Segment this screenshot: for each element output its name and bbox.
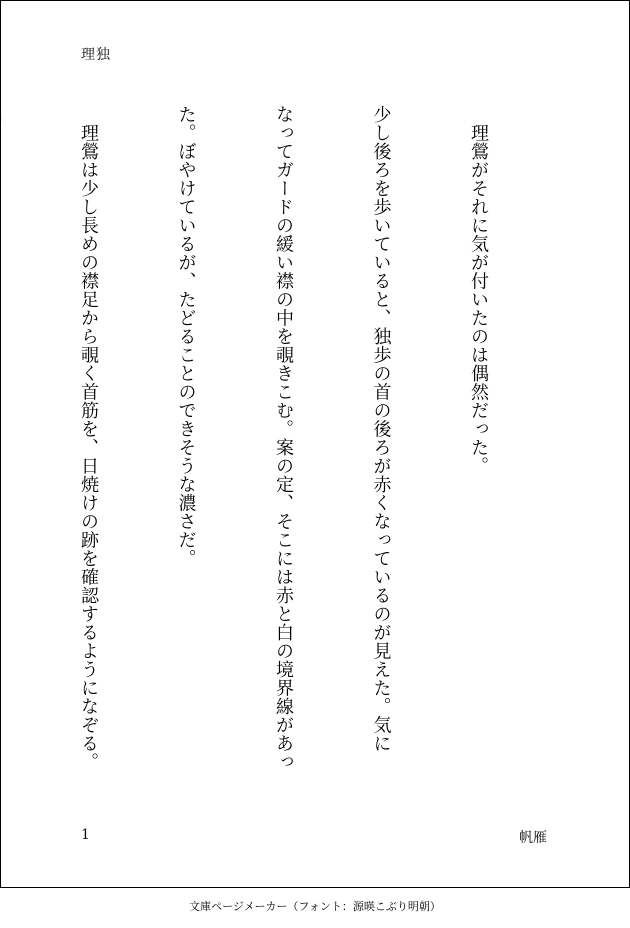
generator-caption: 文庫ページメーカー（フォント：源暎こぶり明朝） — [189, 900, 441, 913]
text-line: なってガードの緩い襟の中を覗きこむ。案の定、そこには赤と白の境界線があっ — [273, 105, 294, 771]
text-line: 少し後ろを歩いていると、独歩の首の後ろが赤くなっているのが見えた。気に — [370, 105, 392, 753]
page-number: 1 — [81, 827, 90, 843]
author-name: 帆雁 — [519, 830, 547, 846]
text-line — [0, 105, 7, 795]
text-line: 理鶯がそれに気が付いたのは偶然だった。 — [468, 105, 489, 475]
text-line: 理鶯は少し長めの襟足から覗く首筋を、日焼けの跡を確認するようになぞる。 — [78, 105, 99, 771]
vertical-body-text — [0, 105, 559, 795]
text-line: た。ぼやけているが、たどることのできそうな濃さだ。 — [175, 105, 197, 568]
running-header-title: 理独 — [81, 47, 111, 63]
